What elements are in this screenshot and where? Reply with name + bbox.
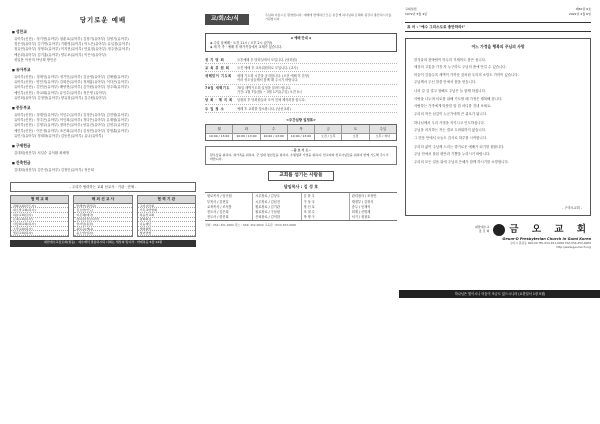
section-line: 김대희(성찬부) 김은진(유아부) 김정인(유아부) 정은희 [14, 167, 94, 172]
section-line: 유아부(신현) : 정재인(유아부) 이인수(유아부) 김정은(유아부) 김진원(유아부) [14, 112, 129, 117]
staff-entry: 원로목사 / 임인섭 [207, 194, 232, 199]
offering-section-1 [10, 30, 196, 62]
volume-number: 제50권 6호 [575, 7, 591, 11]
poem-line: 주님 안에서 참된 평안과 기쁨을 누리시기 바랍니다. [414, 152, 491, 157]
day-value: 10:00 / 13:00 [290, 134, 312, 139]
partner-column [73, 195, 132, 237]
notice-item [205, 85, 397, 97]
partner-row: 박세찬(필리핀) [74, 204, 131, 209]
section-line: 유아부(신현) : 정주은(유아부) 이인희(유아부) 정다은(유아부) 유재원(유아부) [14, 118, 129, 122]
notice-value: 오전 예배 후 교육위원회로 모입니다. (교사) [237, 65, 298, 70]
partner-row: 생명의빛 [138, 227, 195, 232]
day-header: 화 [233, 125, 259, 133]
poem-line: 우리의 삶이 주님께 드리는 향기로운 예배가 되기를 원합니다. [414, 144, 505, 149]
section-line: 김대희(성찬부) 서일순 유석환 최혜영 [14, 150, 70, 155]
partner-row: 구미사랑회 [138, 204, 195, 209]
section-line: 유민지(유아부) 정대화(유아부) 김동진(유아부) 유나(유아부) [14, 133, 104, 138]
staff-entry: 전도사 / 한진희 [207, 215, 229, 220]
section-heading: ■ 유아부교 [12, 68, 196, 73]
poem-line: 세상의 고통을 가진 자 누구라도 주님의 품에 안길 수 있습니다. [414, 65, 507, 70]
staff-entry: 은퇴장로 / 김익한 [255, 215, 280, 220]
staff-column [350, 193, 397, 220]
notice-item [205, 105, 397, 113]
offering-section-5 [10, 161, 196, 172]
church-address: 구미시 원평동 000-00 TEL.054-451-0000 FAX.054-452-0000 [509, 241, 591, 246]
staff-entry: 부목사 / 김현일 [207, 199, 229, 204]
church-news-panel [205, 6, 397, 298]
senior-pastor: 담임목사 : 김 성 호 [283, 184, 319, 190]
scripture-bar: 하나님은 빛이시니 어둠이 조금도 없으시니라 (요한일서 1장 5절) [399, 290, 600, 298]
notice-item [205, 64, 397, 72]
partner-row: 한사랑(몽골) [74, 222, 131, 227]
poem-box [405, 38, 591, 216]
staff-column [302, 193, 350, 220]
worship-guide-line: ◈ 주일 낮예배 · 오전 11시 / 오후 2시 (본당) [210, 40, 273, 45]
denomination-label: 대한예수교 [474, 225, 490, 230]
church-logo-icon [493, 224, 505, 236]
day-header: 토 [342, 125, 368, 133]
staff-entry: 김 한 우 [303, 194, 315, 199]
staff-entry: 이 상 국 [303, 199, 315, 204]
notice-item [205, 72, 397, 84]
partner-row: 평화의집 [138, 218, 195, 223]
day-value: 10:00 / 13:00 [263, 134, 284, 139]
notice-label: 교 육 위 원 회 [205, 65, 230, 70]
notice-list [205, 56, 397, 113]
staff-entry: 조 철 수 [303, 210, 315, 214]
poem-title: 어느 가정을 행복의 주님의 사랑 [471, 43, 525, 49]
partner-row: 소망교회(목사) [11, 227, 68, 232]
staff-column [253, 193, 301, 220]
partner-column [137, 195, 196, 237]
staff-entry: 원로장로 / 김기관 [255, 204, 280, 209]
poem-line: 주님께서 주신 말씀 안에서 힘을 얻습니다. [414, 80, 477, 85]
prayer-text: 환우들을 위하여, 새가족을 위하여, 군 입대 청년들을 위하여, 수험생과 가정을 위하여, 선교지와 선교사님들을 위하여 함께 기도해 주시기 바랍니다. [210, 153, 389, 161]
partner-row: 사랑의교회(목사) [11, 222, 68, 227]
section-line: 유아부(신현) : 양민지(유아부) 김희은(유아부) 정재홍(유아부) 이다은(유아부) [14, 80, 129, 84]
visitation-heading: <주간심방 일정표> [286, 118, 316, 123]
section-heading: ■ 구제헌금 [12, 144, 196, 149]
poem-line: 하나님께서 우리 가정을 지키시고 인도하십니다. [414, 120, 485, 125]
notice-label: 주 일 청 소 [205, 106, 225, 111]
staff-entry: 재정부 / 김정식 [351, 199, 374, 204]
day-value: 오후 / 저녁 [375, 134, 391, 139]
section-line: 유민희(유아부) 김정현(유아부) 양유정(유아부) 김주원(유아부) [14, 95, 107, 100]
notice-value: 새해 기도회 시간을 공지합니다. (오전 예배 후 본당) [237, 73, 310, 78]
offering-panel [10, 6, 196, 298]
prayer-heading: - 중 보 기 도 - [291, 148, 311, 153]
staff-title: 교회를 섬기는 사람들 [268, 171, 333, 182]
notice-label: 당 회 · 제 직 회 [205, 98, 233, 103]
church-english-name: Geum-O Presbyterian Church in Gumi Korea [502, 236, 591, 241]
welcome-text: 주님의 이름으로 환영합니다. 예배에 함께하신 모든 분들께 하나님의 은혜와 평강이 충만하시기를 기원합니다. [265, 13, 392, 21]
offering-section-3 [10, 106, 196, 138]
poem-line: 주님을 의지하는 자는 결코 두려워하지 않습니다. [414, 128, 486, 133]
partner-row: 복음선교회 [138, 213, 195, 218]
partner-row: 나눔재단 [138, 222, 195, 227]
section-heading: ■ 건축헌금 [12, 161, 196, 166]
notice-item [205, 97, 397, 105]
bulletin-header [405, 8, 591, 17]
section-heading: ■ 성찬교 [12, 30, 196, 35]
founding-date: 1972년 5월 4일 [405, 11, 428, 16]
offering-section-4 [10, 144, 196, 155]
staff-entry: 박 명 구 [303, 215, 315, 220]
poem-line: 나의 갈 길 멀고 험해도 주님은 늘 함께 하십니다. [414, 89, 486, 94]
visitation-table [205, 124, 397, 141]
worship-guide-heading: ◈ 예배 안내 ◈ [290, 35, 312, 40]
partners-banner: - 우리가 협력하는 교회 선교사 · 기관 · 단체 - [10, 182, 196, 192]
partner-row: 평화교회(전도사) [11, 204, 68, 209]
partner-row: 빛된교회(목사) [11, 231, 68, 236]
section-line: 유아부(신현) : 김민준(유아부) 배양현(유아부) 김이원(유아부) 정주희(유아부) [14, 85, 129, 90]
poem-line: 우리의 모든 걸음 위에 주님의 은혜가 함께 하시기를 소망합니다. [414, 159, 509, 164]
staff-entry: 전도사 / 김은희 [207, 210, 229, 214]
partner-column-header: 협 력 기 관 [138, 196, 195, 203]
partner-row: 새소망교회(목사) [11, 208, 68, 213]
offering-section-2 [10, 68, 196, 100]
notice-label: 정 기 당 회 [205, 57, 225, 62]
partner-row: 기독교연합회 [138, 208, 195, 213]
partner-row: 김요한(인도) [74, 208, 131, 213]
day-header: 수 [261, 125, 287, 133]
notice-label: 70일 새벽기도 [205, 86, 230, 91]
partner-row: 최믿음(케냐) [74, 227, 131, 232]
notice-item [205, 56, 397, 64]
prayer-box [205, 146, 397, 164]
section-line: 유아부(신현) : 정재인(유아부) 정기인(유아부) 김준영(유아부) 김채원(유아부) [14, 74, 129, 79]
worship-guide-box [205, 33, 397, 52]
day-header: 주일 [370, 125, 396, 133]
bulletin-date: 2022년 2월 6일 [568, 11, 591, 16]
staff-entry: 시무장로 / 김남전 [255, 199, 280, 204]
church-news-tab: 교/회/소/식 [205, 14, 249, 25]
partners-table [10, 195, 196, 237]
section-line: 정은정(유아부) 김기연(유아부) 기환영(유아부) 이노은(유아부) 유일정(유아부) [14, 42, 130, 46]
poem-line: 그 믿음 안에서 오늘도 감사로 하루를 시작합니다. [414, 135, 488, 140]
partner-row: 이은혜(태국) [74, 213, 131, 218]
cover-panel [405, 6, 591, 298]
notice-label: 새해맞이 기도회 [205, 73, 232, 78]
church-motto: 표 어 : "예수 그리스도로 충만하라!" [405, 22, 591, 32]
section-line: 정유연(유아부) 정영호(유아부) 이지현(유아부) 안효정(유아부) 정주현(유아부) [14, 47, 130, 52]
staff-column [205, 193, 253, 220]
worship-guide-line: ◈ 새 가 족 · 예배 후 새가족실에서 교제가 있습니다. [210, 44, 283, 49]
day-value: 오전 / 오후 [321, 134, 336, 139]
staff-entry: 회계 / 신명재 [351, 210, 371, 214]
day-header: 목 [288, 125, 314, 133]
staff-entry: 관리집사 / 조성만 [351, 194, 377, 199]
partner-row: 은혜교회(목사) [11, 218, 68, 223]
partner-column-header: 협 력 교 회 [11, 196, 68, 203]
poem-line: 어둠이 깊을수록 새벽이 가까운 것처럼 우리의 소망도 가까이 있습니다. [414, 72, 519, 77]
notice-value: 오후예배 후 당회실에서 모입니다. (당회원) [237, 57, 297, 62]
notice-value: 예배 후 교회를 청소합니다. (남선교회) [237, 106, 291, 111]
poem-line: 한겨울의 찬바람이 아무리 거세어도 봄은 옵니다. [414, 57, 486, 62]
section-line: 성일봉 이선미 아닌희 방인준 [14, 57, 57, 62]
day-header: 월 [206, 125, 232, 133]
staff-entry: 서기 / 정창호 [351, 215, 371, 220]
notice-value: 임원회 후 당회원들과 모여 전체 제직회를 합니다. [237, 98, 306, 103]
poem-line: 사랑하는 가족에게 따뜻한 말 한 마디를 건네 보세요. [414, 104, 492, 109]
partner-row: 정하늘(캄보디아) [74, 218, 131, 223]
founding-label: 교회설립 [405, 7, 417, 11]
partner-row: 하늘교회(집사) [11, 213, 68, 218]
section-line: 유아부(신현) : 정기현(유아부) 청춘교(유아부) 김장기(유아부) 설영기(유아부) [14, 36, 129, 41]
staff-entry: 시무장로 / 김상우 [255, 194, 280, 199]
partner-row: 윤소망(일본) [74, 231, 131, 236]
staff-entry: 교육목사 / 조석봉 [207, 204, 232, 209]
section-line: 예인부(신현) : 하교회(유아부) 유인수(유아부) 정은영 (유아부) [14, 90, 107, 95]
notice-value: 기간: 1월 7일(월) ~ 3월 17일(주일) 오전 5시 [237, 90, 302, 95]
church-name: 금 오 교 회 [509, 224, 591, 236]
contact-footer: 전화 : 054) 451-0000 팩스 : 054) 452-0000 교육관 : 054) 453-0000 [205, 223, 297, 228]
day-value: 10:00 / 13:00 [209, 134, 230, 139]
offering-title: 당기로운 예배 [79, 16, 127, 24]
poem-line: 사랑을 나누며 서로를 위해 기도할 때 가정은 행복해 집니다. [414, 96, 503, 101]
day-value: 10:00 / 13:00 [236, 134, 257, 139]
section-line: 예순위(유아부) 김기홍(유아부) 양무보(유아부) 이은석(유아부) [14, 52, 107, 57]
poem-signature: - 구미오교회 - [562, 205, 582, 210]
church-website: http://www.geumoch.org [556, 244, 591, 249]
denomination-label-2: 장 로 회 [478, 228, 490, 233]
section-line: 예인부(신현) : 이은정(유아부) 조은희(유아부) 김성민(유아부) 강영훈(유아부) [14, 128, 129, 133]
staff-table [205, 192, 397, 221]
staff-entry: 원로장로 / 구남원 [255, 210, 280, 214]
day-header: 금 [315, 125, 341, 133]
notice-value: 70일 새벽기도회 일정을 알려드립니다. [237, 86, 292, 91]
notice-value: 여러 성도님들께서 함께 해 주시기 바랍니다. [237, 77, 299, 82]
partner-column-header: 해 외 선 교 사 [74, 196, 131, 203]
church-identity [405, 224, 591, 236]
section-heading: ■ 중등부교 [12, 106, 196, 111]
staff-entry: 총무 / 신재석 [351, 204, 371, 209]
staff-entry: 정 신 호 [303, 204, 315, 209]
poem-line: 우리의 작은 섬김이 누군가에게 큰 위로가 됩니다. [414, 111, 488, 116]
denomination-bar: 대한예수교장로회(합동) · 예수께서 말씀하시되 너희는 세상의 빛이라 · 마태복음 5장 14절 [10, 240, 196, 247]
partner-column [10, 195, 69, 237]
day-value: 오전 [352, 134, 359, 139]
partner-row: 청년연합 [138, 231, 195, 236]
section-line: 유아부(신현) : 김영우(유아부) 정하은(유아부) 양유진(유아부) 김현주(유아부) [14, 123, 129, 128]
